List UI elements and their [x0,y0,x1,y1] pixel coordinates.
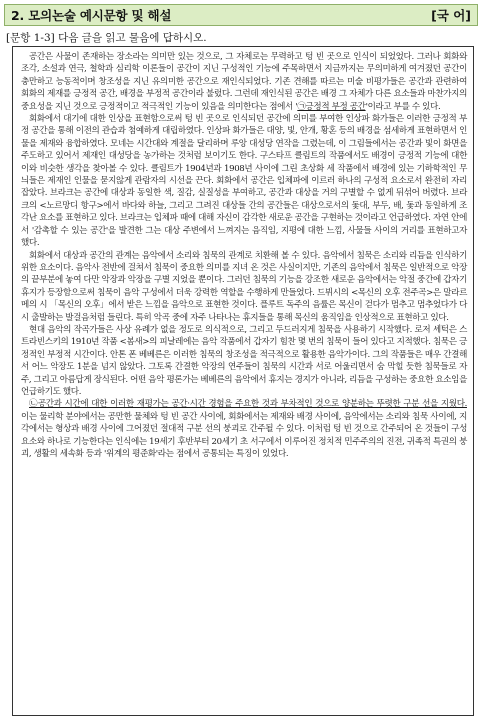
section-header [4,4,478,26]
passage-paragraph-2: 회화에서 대기에 대한 인상을 표현함으로써 텅 빈 곳으로 인식되던 공간에 의미를 부여한 인상파 화가들은 이러한 긍정적 부정 공간을 통해 이전의 관습과 첨예하게 대립하였다. 인상파 화가들은 대양, 빛, 안개, 황혼 등의 배경을 섬세하게 표현하면서 인물을 제재와 융합하였다. 모네는 시간대와 계절을 달리하며 루앙 대성당 연작을 그렸는데, 이 그림들에서는 공간과 빛이 화면을 주도하고 있어서 제재인 대성당을 농가하는 것처럼 보이기도 한다. 구스타프 클림트의 작품에서도 배경이 긍정적 기능에 대한 이와 비슷한 생각을 찾아볼 수 있다. 클림트가 1904년과 1908년 사이에 그린 초상화 세 작품에서 배경에 있는 기하학적인 무늬들은 제재인 인물을 묻지않게 관람자의 시선을 끈다. 회화에서 공간은 입체파에 이르러 하나의 구성적 요소로서 완전히 자리 잡았다. 브라크는 공간에 대상과 동일한 색, 질감, 실질성을 부여하고, 공간과 대상을 거의 구별할 수 없게 뒤섞어 버렸다. 브라크의 <노르망디 항구>에서 바다와 하늘, 그리고 그려진 대상들 간의 공간들은 대상으로서의 돛대, 부두, 배, 돛과 동일하게 조각난 요소를 표현하고 있다. 브라크는 입체파 때에 대해 자신이 감각한 새로운 공간을 구현하는 것이라고 언급하였다. 자연 안에서 '감촉할 수 있는 공간'을 발견한 그는 대상 주변에서 느껴지는 음직임, 지평에 대한 느낌, 사물들 사이의 거리를 표현하고자 했다. [21,114,467,249]
passage-paragraph-3: 회화에서 대상과 공간의 관계는 음악에서 소리와 침묵의 관계로 치환해 볼 수 있다. 음악에서 침묵은 소리와 리듬을 인식하기 위한 요소이다. 음악사 전반에 걸쳐서 침묵이 중요한 의미를 지녀 온 것은 사실이지만, 기존의 음악에서 침묵은 일반적으로 악장의 끝부분에 놓여 다만 악장과 악장을 구별 지었을 뿐이다. 그러던 침묵의 기능을 강조한 새로운 음악에서는 악절 중간에 갑자기 휴지가 등장함으로써 침묵이 음악 구성에서 더욱 강력한 역할을 수행하게 만들었다. 드뷔시의 <목신의 오후 전주곡>은 말라르메의 시 「목신의 오후」에서 받은 느낌을 음악으로 표현한 것이다. 플루트 독주의 음률은 목신이 걷다가 멈추고 멈추었다가 다시 출발하는 발걸음처럼 들린다. 특히 악곡 중에 자주 나타나는 휴지들을 통해 목신의 움직임을 인상적으로 표현하고 있다. [21,250,468,323]
section-title: 2. 모의논술 예시문항 및 해설 [11,8,172,23]
question-instruction: [문항 1-3] 다음 글을 읽고 물음에 답하시오. [6,32,207,44]
underlined-term-a: ㉠긍정적 부정 공간 [297,101,366,112]
passage-paragraph-5: ㉡공간과 시간에 대한 이러한 재평가는 공간·시간 경험을 주요한 것과 부차적인 것으로 양분하는 뚜렷한 구분 선을 지웠다. 이는 물리학 분야에서는 공만한 물체와 텅 빈 공간 사이에, 회화에서는 제재와 배경 사이에, 음악에서는 소리와 침묵 사이에, 지각에서는 형상과 배경 사이에 그어졌던 절대적 구분 선의 붕괴로 간주될 수 있다. 이처럼 텅 빈 것으로 간주되어 온 것들이 구성 요소와 하나로 기능한다는 인식에는 19세기 후반부터 20세기 초 서구에서 이루어진 정치적 민주주의의 진전, 귀족적 특권의 붕괴, 생활의 세속화 등과 '위계의 평준화'라는 점에서 공통되는 특징이 있었다. [21,399,467,459]
reading-passage [12,46,474,716]
passage-paragraph-4: 현대 음악의 작곡가들은 사상 유례가 없을 정도로 의식적으로, 그리고 두드러지게 침묵을 사용하기 시작했다. 로저 셰턱은 스트라빈스키의 1910년 작품 <봄새>의 피날레에는 음악 작품에서 갑자기 힘찬 몇 번의 침묵이 들어 있다고 지적했다. 침묵은 긍정적인 부정적 시간이다. 안톤 폰 베베른은 이러한 침묵의 창조성을 적극적으로 활용한 음악가이다. 그의 작품들은 매우 간결해서 어느 악장도 1분을 넘지 않았다. 그토록 간결한 악장의 연주들이 침묵의 시간과 서로 어울리면서 숨 막힐 듯한 침묵들로 자주, 그리고 아름답게 장식된다. 어떤 음악 평론가는 베베른의 음악에서 휴지는 경지가 아니라, 리듬을 구성하는 중요한 요소임을 언급하기도 했다. [21,324,467,397]
passage-paragraph-1: 공간은 사물이 존재하는 장소라는 의미만 있는 것으로, 그 자체로는 무력하고 텅 빈 곳으로 인식이 되었었다. 그러나 회화와 조각, 소설과 연극, 철학과 심리학 이론들이 공간이 지닌 구성적인 기능에 주목하면서 지금까지는 무의미하게 여겨졌던 공간이 충만하고 능동적이며 창조성을 지닌 유의미한 공간으로 재인식되었다. 기존 견해를 따르는 미술 비평가들은 공간과 관련하여 회화의 제재를 긍정적 공간, 배경을 부정적 공간이라 불렀다. 그런데 재인식된 공간은 배경 그 자체가 다른 요소들과 마찬가지의 중요성을 지닌 것으로 긍정적이고 적극적인 기능이 있음을 의미한다는 점에서 '㉠긍정적 부정 공간'이라고 부를 수 있다. [21,52,467,112]
underlined-sentence-b: ㉡공간과 시간에 대한 이러한 재평가는 공간·시간 경험을 주요한 것과 부차적인 것으로 양분하는 뚜렷한 구분 선을 지웠다. [29,399,467,410]
subject-label: [국 어] [431,8,471,23]
